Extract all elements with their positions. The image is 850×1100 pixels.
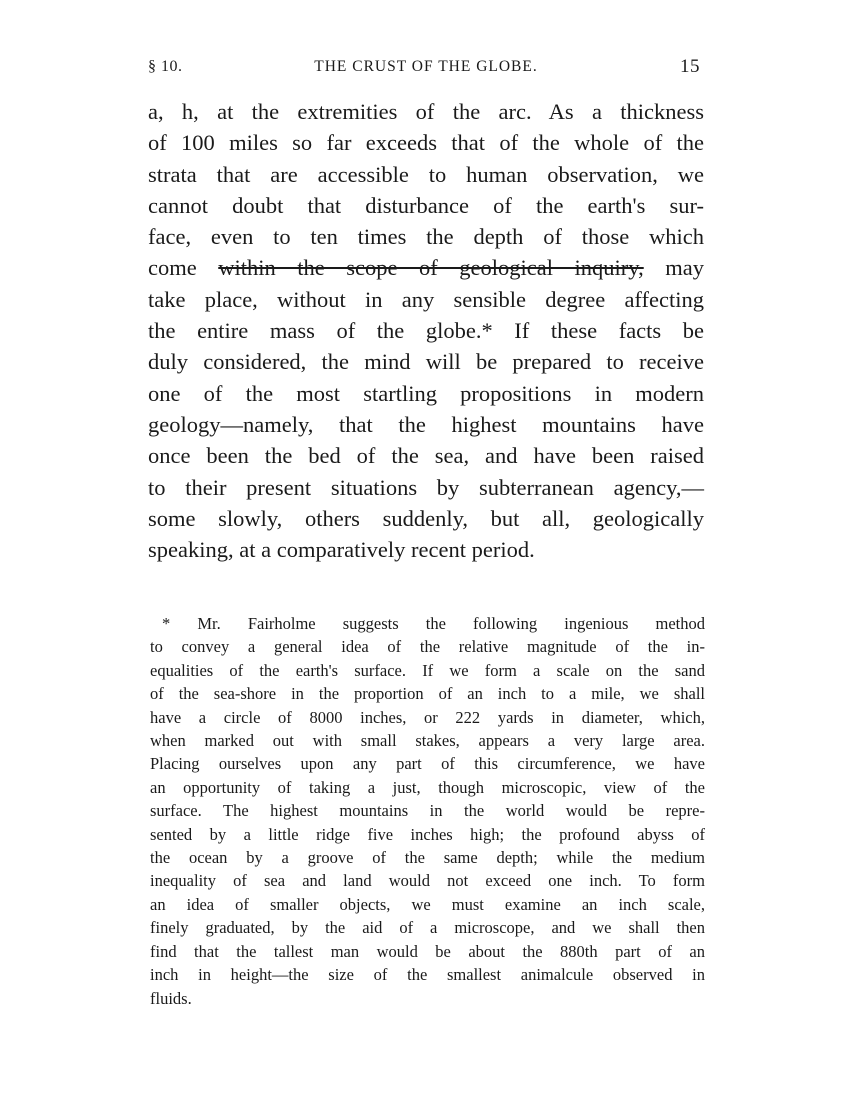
footnote — [150, 612, 705, 1010]
footnote-line: of the sea-shore in the proportion of an inch to a mile, we shall — [150, 684, 705, 704]
footnote-line: when marked out with small stakes, appears a very large area. — [150, 731, 705, 751]
footnote-line: surface. The highest mountains in the world would be repre- — [150, 801, 705, 821]
body-line: once been the bed of the sea, and have been raised — [148, 443, 704, 469]
page-number: 15 — [680, 56, 700, 77]
running-title: THE CRUST OF THE GLOBE. — [314, 58, 538, 75]
footnote-line: the ocean by a groove of the same depth; while the medium — [150, 848, 705, 868]
body-line: duly considered, the mind will be prepared to receive — [148, 349, 704, 375]
body-line: strata that are accessible to human observation, we — [148, 161, 704, 187]
footnote-line: find that the tallest man would be about the 880th part of an — [150, 941, 705, 961]
footnote-line: an idea of smaller objects, we must examine an inch scale, — [150, 894, 705, 914]
footnote-line: fluids. — [150, 988, 192, 1008]
body-line: speaking, at a comparatively recent period. — [148, 537, 535, 563]
body-line: one of the most startling propositions in modern — [148, 380, 704, 406]
body-line: of 100 miles so far exceeds that of the whole of the — [148, 130, 704, 156]
body-line: come within the scope of geological inquiry, may — [148, 255, 704, 281]
footnote-line: inequality of sea and land would not exceed one inch. To form — [150, 871, 705, 891]
body-line: the entire mass of the globe.* If these facts be — [148, 318, 704, 344]
body-paragraph — [148, 96, 704, 565]
struck-through-text: within the scope of geological inquiry, — [218, 255, 644, 281]
footnote-line: inch in height—the size of the smallest animalcule observed in — [150, 965, 705, 985]
footnote-line: to convey a general idea of the relative magnitude of the in- — [150, 637, 705, 657]
body-line: cannot doubt that disturbance of the earth's sur- — [148, 192, 704, 218]
section-number: § 10. — [148, 58, 183, 75]
body-line: face, even to ten times the depth of those which — [148, 224, 704, 250]
body-line: some slowly, others suddenly, but all, geologically — [148, 505, 704, 531]
footnote-line: sented by a little ridge five inches high; the profound abyss of — [150, 824, 705, 844]
footnote-line: an opportunity of taking a just, though microscopic, view of the — [150, 777, 705, 797]
body-line: geology—namely, that the highest mountains have — [148, 411, 704, 437]
running-head — [148, 58, 704, 82]
body-line: to their present situations by subterranean agency,— — [148, 474, 704, 500]
body-line: a, h, at the extremities of the arc. As a thickness — [148, 99, 704, 124]
footnote-line: have a circle of 8000 inches, or 222 yards in diameter, which, — [150, 707, 705, 727]
footnote-line: * Mr. Fairholme suggests the following ingenious method — [162, 614, 705, 633]
body-line: take place, without in any sensible degree affecting — [148, 286, 704, 312]
footnote-line: Placing ourselves upon any part of this circumference, we have — [150, 754, 705, 774]
footnote-line: finely graduated, by the aid of a microscope, and we shall then — [150, 918, 705, 938]
footnote-line: equalities of the earth's surface. If we form a scale on the sand — [150, 660, 705, 680]
